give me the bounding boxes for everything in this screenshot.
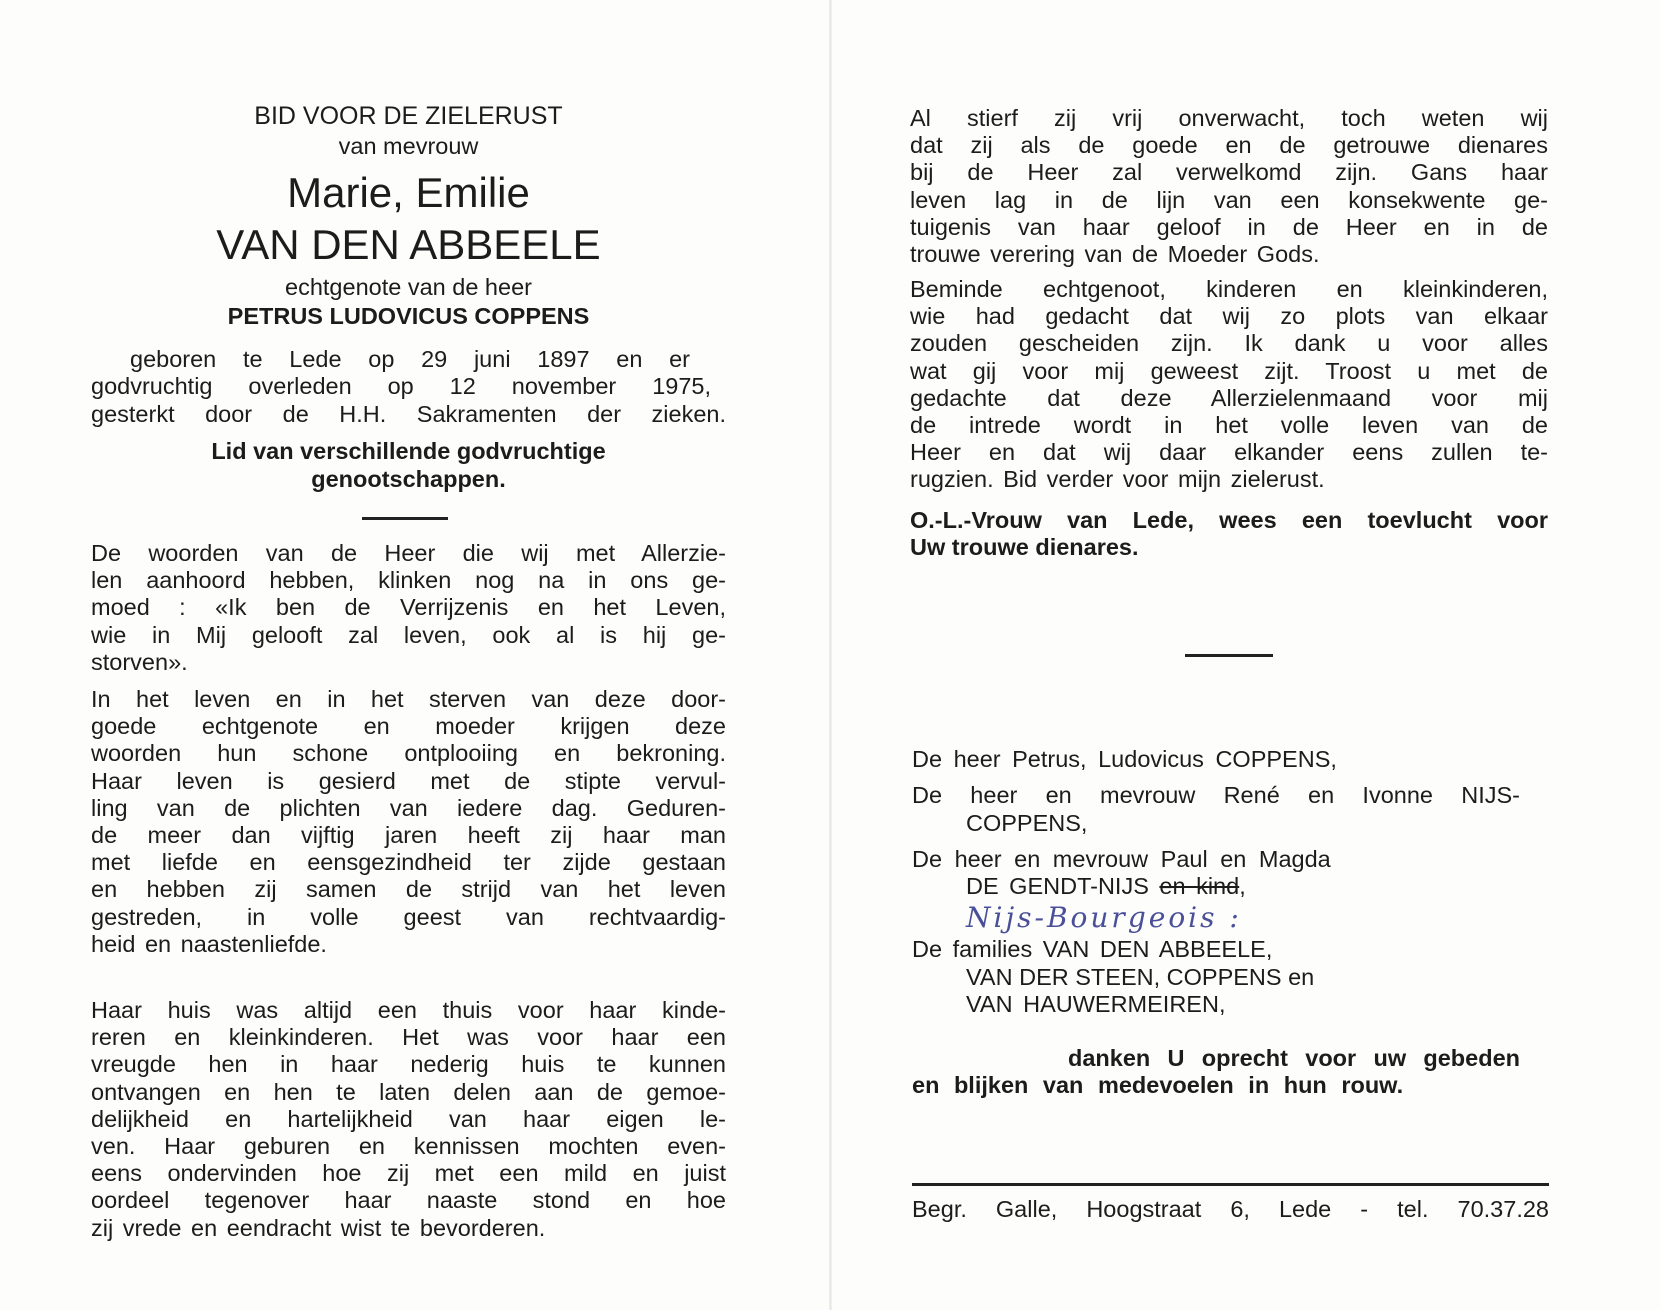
text-line: leven lag in de lijn van een konsekwente ge- — [910, 186, 1548, 213]
thanks: danken U oprecht voor uw gebeden — [1068, 1045, 1520, 1071]
handwritten-annotation: Nijs-Bourgeois : — [966, 901, 1242, 934]
text-line: tuigenis van haar geloof in de Heer en in de — [910, 213, 1548, 240]
heading: BID VOOR DE ZIELERUST — [254, 102, 563, 130]
text-line: trouwe verering van de Moeder Gods. — [910, 241, 1320, 267]
family-line: De families VAN DEN ABBEELE, — [912, 936, 1273, 962]
invocation: O.-L.-Vrouw van Lede, wees een toevlucht voor — [910, 507, 1548, 533]
text-line: gedachte dat deze Allerzielenmaand voor mij — [910, 384, 1548, 411]
text-line: oordeel tegenover haar naaste stond en hoe — [91, 1187, 726, 1214]
family-line: DE GENDT-NIJS en kind, — [966, 873, 1246, 899]
text-line: met liefde en eensgezindheid ter zijde gestaan — [91, 849, 726, 876]
family-line: De heer Petrus, Ludovicus COPPENS, — [912, 746, 1337, 772]
text-line: Al stierf zij vrij onverwacht, toch weten wij — [910, 105, 1548, 131]
text-line: gestreden, in volle geest van rechtvaardig- — [91, 903, 726, 930]
text-line: de meer dan vijftig jaren heeft zij haar man — [91, 822, 726, 848]
text-line: eens ondervinden hoe zij met een mild en juist — [91, 1160, 726, 1187]
text-line: zouden gescheiden zijn. Ik dank u voor alles — [910, 330, 1548, 357]
family-line: VAN HAUWERMEIREN, — [966, 991, 1226, 1017]
text-line: wat gij voor mij geweest zijt. Troost u met de — [910, 357, 1548, 384]
text-line: bij de Heer zal verwelkomd zijn. Gans haar — [910, 159, 1548, 186]
text-line: wie in Mij gelooft zal leven, ook al is hij ge- — [91, 621, 726, 648]
text-line: moed : «Ik ben de Verrijzenis en het Leven, — [91, 594, 726, 621]
text-line: reren en kleinkinderen. Het was voor haar een — [91, 1024, 726, 1051]
text-line: vreugde hen in haar nederig huis te kunnen — [91, 1051, 726, 1078]
family-line: De heer en mevrouw René en Ivonne NIJS- — [912, 782, 1520, 808]
first-names: Marie, Emilie — [287, 169, 530, 216]
family-line: VAN DER STEEN, COPPENS en — [966, 964, 1315, 990]
text-line: Heer en dat wij daar elkander eens zullen te- — [910, 439, 1548, 466]
thanks: en blijken van medevoelen in hun rouw. — [912, 1072, 1404, 1098]
text-line: heid en naastenliefde. — [91, 930, 327, 957]
card-fold — [829, 0, 832, 1310]
invocation: Uw trouwe dienares. — [910, 534, 1139, 560]
text-line: wie had gedacht dat wij zo plots van elkaar — [910, 303, 1548, 330]
text-line: ven. Haar geburen en kennissen mochten even- — [91, 1133, 726, 1159]
printer-info: Begr. Galle, Hoogstraat 6, Lede - tel. 70.37.28 — [912, 1196, 1549, 1222]
text-line: Beminde echtgenoot, kinderen en kleinkinderen, — [910, 276, 1548, 302]
family-line: De heer en mevrouw Paul en Magda — [912, 846, 1331, 872]
text-line: woorden hun schone ontplooiing en bekroning. — [91, 740, 726, 767]
text-line: Haar leven is gesierd met de stipte vervul- — [91, 767, 726, 794]
text-line: In het leven en in het sterven van deze door- — [91, 686, 726, 712]
dates-line: gesterkt door de H.H. Sakramenten der zieken. — [91, 401, 726, 427]
text-line: goede echtgenote en moeder krijgen deze — [91, 713, 726, 740]
text-line: zij vrede en eendracht wist te bevorderen. — [91, 1214, 546, 1241]
family-line: COPPENS, — [966, 810, 1088, 836]
divider — [1185, 654, 1273, 657]
family-name: DE GENDT-NIJS — [966, 873, 1149, 899]
divider — [362, 517, 448, 520]
text-line: delijkheid en hartelijkheid van haar eigen le- — [91, 1105, 726, 1132]
subheading: van mevrouw — [338, 133, 479, 159]
text-line: Haar huis was altijd een thuis voor haar kinde- — [91, 997, 726, 1023]
struck-text: en kind — [1159, 873, 1240, 899]
membership: genootschappen. — [311, 466, 506, 492]
spouse-intro: echtgenote van de heer — [285, 274, 532, 300]
dates-line: godvruchtig overleden op 12 november 1975, — [91, 373, 711, 399]
text-line: rugzien. Bid verder voor mijn zielerust. — [910, 466, 1325, 493]
membership: Lid van verschillende godvruchtige — [211, 438, 606, 464]
divider — [912, 1183, 1549, 1186]
text-line: storven». — [91, 648, 188, 675]
text-line: en hebben zij samen de strijd van het leven — [91, 876, 726, 903]
surname: VAN DEN ABBEELE — [216, 221, 601, 268]
text-line: dat zij als de goede en de getrouwe dienares — [910, 132, 1548, 159]
dates-line: geboren te Lede op 29 juni 1897 en er — [130, 346, 690, 372]
spouse-name: PETRUS LUDOVICUS COPPENS — [227, 303, 590, 329]
text-line: de intrede wordt in het volle leven van de — [910, 412, 1548, 438]
text-line: ontvangen en hen te laten delen aan de gemoe- — [91, 1078, 726, 1105]
text-line: De woorden van de Heer die wij met Allerzie- — [91, 540, 726, 566]
text-line: len aanhoord hebben, klinken nog na in ons ge- — [91, 567, 726, 594]
text-line: ling van de plichten van iedere dag. Geduren- — [91, 794, 726, 821]
